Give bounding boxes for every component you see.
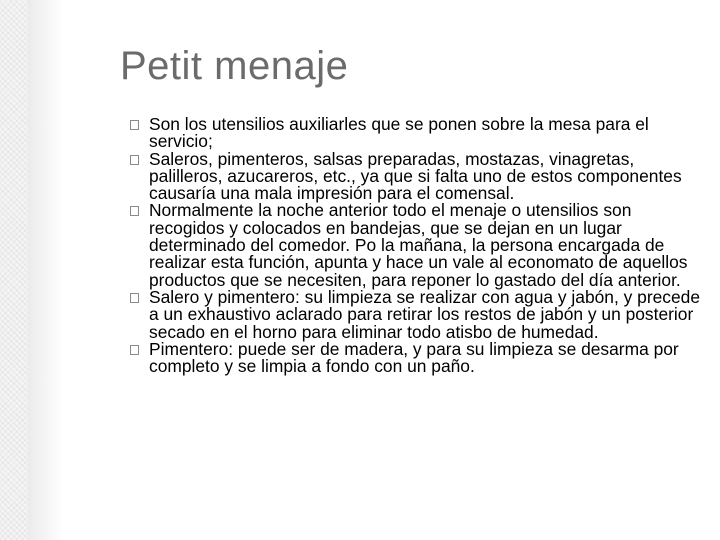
bullet-text: Pimentero: puede ser de madera, y para su limpieza se desarma por completo y se limpia a fondo con un paño. bbox=[149, 338, 679, 377]
bullet-text: Saleros, pimenteros, salsas preparadas, mostazas, vinagretas, palilleros, azucareros, etc., ya que si falta uno de estos componentes causaría una mala impresión para el comensal. bbox=[149, 148, 682, 204]
bullet-item bbox=[130, 148, 702, 204]
checkbox-square-icon bbox=[130, 155, 139, 165]
bullet-item bbox=[130, 116, 702, 151]
bullet-item bbox=[130, 338, 702, 377]
decorative-side-shadow bbox=[28, 0, 64, 540]
bullet-list bbox=[130, 116, 702, 375]
bullet-text: Son los utensilios auxiliarles que se ponen sobre la mesa para el servicio; bbox=[149, 114, 649, 152]
bullet-item bbox=[130, 286, 702, 342]
decorative-side-strip bbox=[0, 0, 28, 540]
checkbox-square-icon bbox=[130, 345, 139, 355]
bullet-text: Normalmente la noche anterior todo el menaje o utensilios son recogidos y colocados en bandejas, que se dejan en un lugar determinado del comedor. Po la mañana, la persona encargada de realizar esta función, apunta y hace un vale al economato de aquellos productos que se necesiten, para reponer lo gastado del día anterior. bbox=[149, 200, 688, 290]
checkbox-square-icon bbox=[130, 293, 139, 303]
bullet-text: Salero y pimentero: su limpieza se realizar con agua y jabón, y precede a un exhaustivo aclarado para retirar los restos de jabón y un posterior secado en el horno para eliminar todo atisbo de humedad. bbox=[149, 286, 700, 342]
checkbox-square-icon bbox=[130, 206, 139, 216]
slide-title: Petit menaje bbox=[120, 44, 349, 88]
bullet-item bbox=[130, 202, 702, 288]
checkbox-square-icon bbox=[130, 120, 139, 130]
